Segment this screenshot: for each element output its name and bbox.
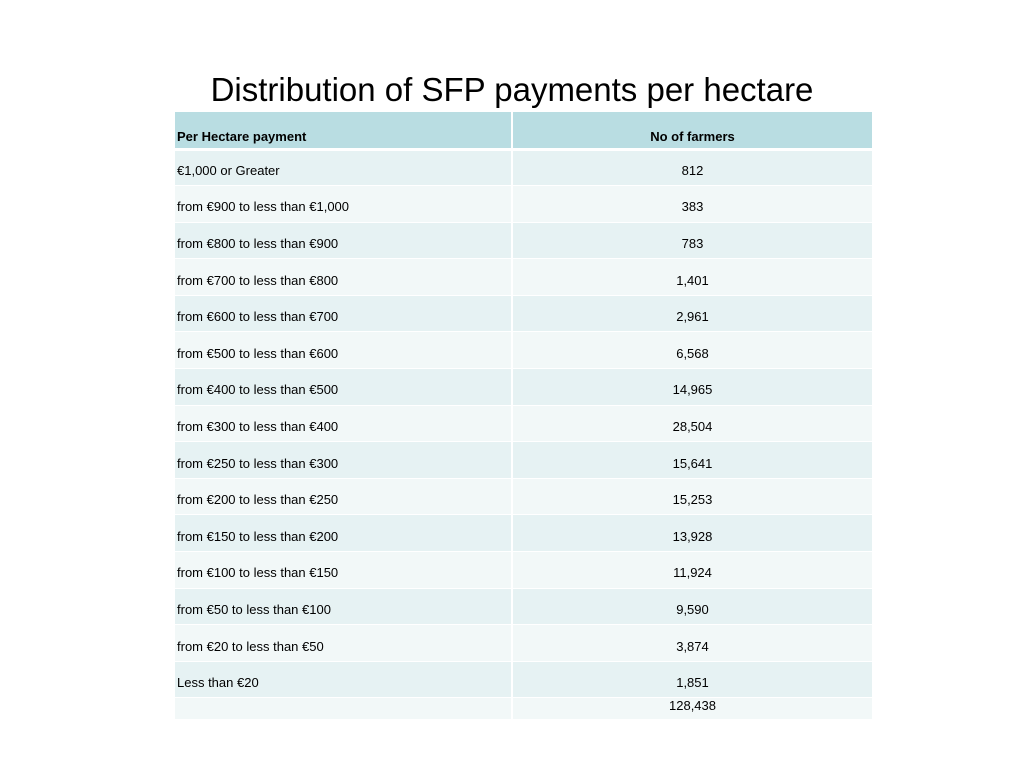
payment-band-cell: from €300 to less than €400 <box>175 405 512 442</box>
payment-band-cell: from €100 to less than €150 <box>175 552 512 589</box>
farmer-count-cell: 783 <box>512 222 872 259</box>
table-row <box>175 661 872 698</box>
table-row <box>175 332 872 369</box>
payments-table <box>175 112 872 720</box>
slide-title: Distribution of SFP payments per hectare <box>210 71 814 108</box>
table-row <box>175 552 872 589</box>
payment-band-cell: from €600 to less than €700 <box>175 295 512 332</box>
farmer-count-cell: 1,851 <box>512 661 872 698</box>
farmer-count-cell: 11,924 <box>512 552 872 589</box>
payment-band-cell: from €500 to less than €600 <box>175 332 512 369</box>
farmer-count-cell: 1,401 <box>512 259 872 296</box>
payment-band-cell: from €700 to less than €800 <box>175 259 512 296</box>
table-row <box>175 515 872 552</box>
payment-band-cell: from €400 to less than €500 <box>175 369 512 406</box>
payment-band-cell: from €150 to less than €200 <box>175 515 512 552</box>
payment-band-cell: from €250 to less than €300 <box>175 442 512 479</box>
farmer-count-cell: 812 <box>512 149 872 186</box>
table-row <box>175 295 872 332</box>
table-row <box>175 478 872 515</box>
payment-band-cell: from €20 to less than €50 <box>175 625 512 662</box>
table-row <box>175 442 872 479</box>
farmer-count-cell: 383 <box>512 186 872 223</box>
total-row <box>175 698 872 720</box>
payment-band-cell: from €800 to less than €900 <box>175 222 512 259</box>
total-label-cell <box>175 698 512 720</box>
farmer-count-cell: 14,965 <box>512 369 872 406</box>
header-no-of-farmers: No of farmers <box>512 112 872 149</box>
table-row <box>175 186 872 223</box>
table-row <box>175 259 872 296</box>
farmer-count-cell: 3,874 <box>512 625 872 662</box>
table-header-row <box>175 112 872 149</box>
farmer-count-cell: 13,928 <box>512 515 872 552</box>
table-row <box>175 369 872 406</box>
payment-band-cell: from €200 to less than €250 <box>175 478 512 515</box>
farmer-count-cell: 2,961 <box>512 295 872 332</box>
farmer-count-cell: 15,253 <box>512 478 872 515</box>
table-row <box>175 405 872 442</box>
table-row <box>175 625 872 662</box>
farmer-count-cell: 15,641 <box>512 442 872 479</box>
table-row <box>175 588 872 625</box>
total-farmers-cell: 128,438 <box>512 698 872 720</box>
table-row <box>175 222 872 259</box>
farmer-count-cell: 6,568 <box>512 332 872 369</box>
farmer-count-cell: 9,590 <box>512 588 872 625</box>
table-row <box>175 149 872 186</box>
header-per-hectare-payment: Per Hectare payment <box>175 112 512 149</box>
payment-band-cell: from €50 to less than €100 <box>175 588 512 625</box>
payment-band-cell: €1,000 or Greater <box>175 149 512 186</box>
payment-band-cell: from €900 to less than €1,000 <box>175 186 512 223</box>
payment-band-cell: Less than €20 <box>175 661 512 698</box>
farmer-count-cell: 28,504 <box>512 405 872 442</box>
